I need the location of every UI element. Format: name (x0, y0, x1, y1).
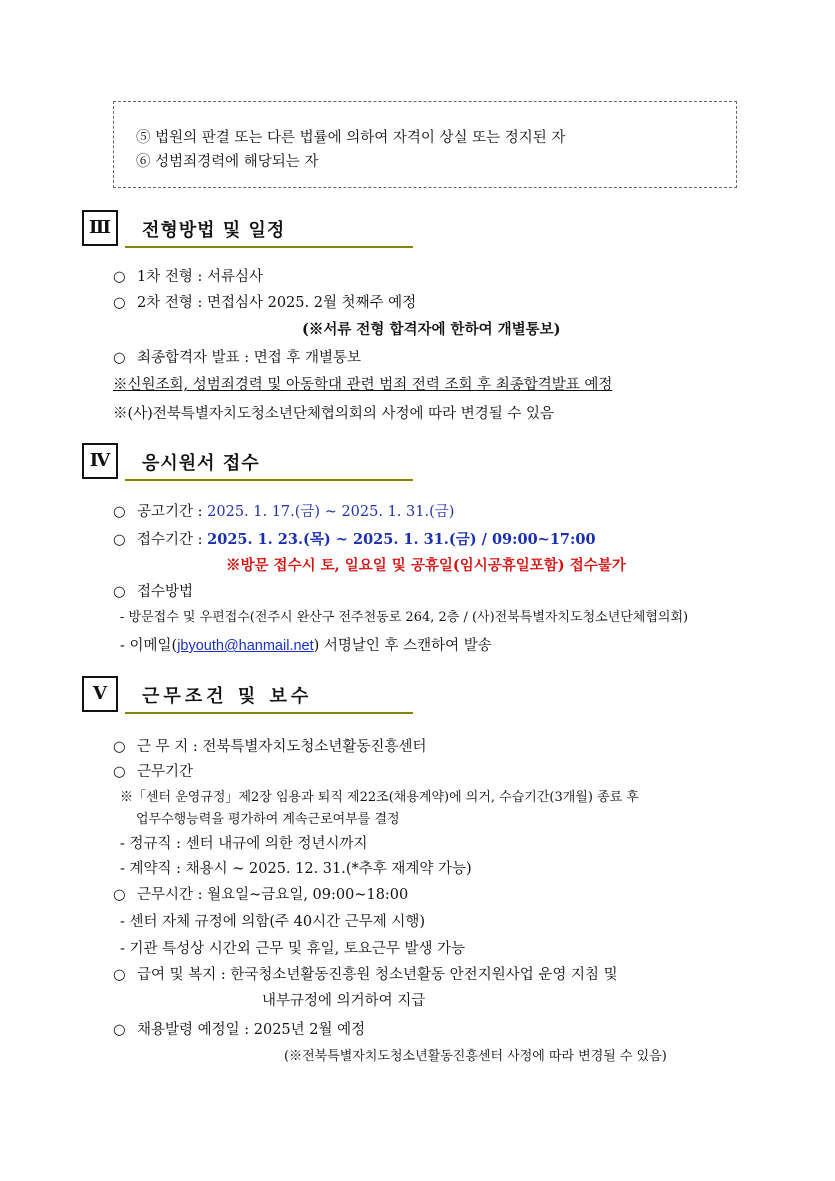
section-5-underline (125, 712, 413, 714)
email-link[interactable]: jbyouth@hanmail.net (177, 638, 314, 654)
visit-restriction-note: ※방문 접수시 토, 일요일 및 공휴일(임시공휴일포함) 접수불가 (226, 557, 626, 574)
final-announcement: ○ 최종합격자 발표 : 면접 후 개별통보 (113, 350, 362, 366)
section-4-number: Ⅳ (82, 443, 118, 479)
application-period-value: 2025. 1. 23.(목) ~ 2025. 1. 31.(금) / 09:00~17:00 (207, 531, 596, 548)
method-email: - 이메일(jbyouth@hanmail.net) 서명날인 후 스캔하여 발송 (120, 638, 492, 654)
change-notice: ※(사)전북특별자치도청소년단체협의회의 사정에 따라 변경될 수 있음 (113, 406, 555, 422)
circle-bullet-icon: ○ (113, 584, 126, 600)
section-5-number: Ⅴ (82, 676, 118, 712)
disqualification-box (113, 101, 737, 188)
overtime-note: - 기관 특성상 시간외 근무 및 휴일, 토요근무 발생 가능 (120, 941, 466, 957)
application-method: ○ 접수방법 (113, 584, 194, 600)
round-1-notice: (※서류 전형 합격자에 한하여 개별통보) (302, 321, 561, 338)
application-period: ○ 접수기간 : 2025. 1. 23.(목) ~ 2025. 1. 31.(금) / 09:00~17:00 (113, 531, 596, 548)
circle-bullet-icon: ○ (113, 887, 126, 903)
work-hours: ○ 근무시간 : 월요일~금요일, 09:00~18:00 (113, 887, 409, 903)
method-visit-mail: - 방문접수 및 우편접수(전주시 완산구 전주천동로 264, 2층 / (사)전북특별자치도청소년단체협의회) (120, 610, 689, 625)
circle-bullet-icon: ○ (113, 504, 126, 520)
circle-bullet-icon: ○ (113, 739, 126, 755)
circle-bullet-icon: ○ (113, 1022, 126, 1038)
notice-period-value: 2025. 1. 17.(금) ~ 2025. 1. 31.(금) (207, 504, 455, 520)
section-5-title: 근무조건 및 보수 (142, 686, 313, 707)
circle-bullet-icon: ○ (113, 269, 126, 285)
screening-round-1: ○ 1차 전형 : 서류심사 (113, 269, 263, 285)
salary-benefits-cont: 내부규정에 의거하여 지급 (262, 993, 426, 1009)
screening-round-2: ○ 2차 전형 : 면접심사 2025. 2월 첫째주 예정 (113, 295, 417, 311)
center-change-notice: (※전북특별자치도청소년활동진흥센터 사정에 따라 변경될 수 있음) (284, 1049, 667, 1064)
disqualification-item-5: ⑤ 법원의 판결 또는 다른 법률에 의하여 자격이 상실 또는 정지된 자 (136, 130, 566, 146)
background-check-note: ※신원조회, 성범죄경력 및 아동학대 관련 범죄 전력 조회 후 최종합격발표 예정 (113, 377, 613, 393)
circle-bullet-icon: ○ (113, 295, 126, 311)
section-3-title: 전형방법 및 일정 (142, 220, 286, 241)
work-location: ○ 근 무 지 : 전북특별자치도청소년활동진흥센터 (113, 739, 427, 755)
section-4-underline (125, 479, 413, 481)
disqualification-item-6: ⑥ 성범죄경력에 해당되는 자 (136, 154, 319, 170)
probation-note-cont: 업무수행능력을 평가하여 계속근로여부를 결정 (136, 812, 400, 827)
section-3-underline (125, 246, 413, 248)
work-hours-rule: - 센터 자체 규정에 의함(주 40시간 근무제 시행) (120, 914, 426, 930)
salary-benefits: ○ 급여 및 복지 : 한국청소년활동진흥원 청소년활동 안전지원사업 운영 지침 및 (113, 967, 618, 983)
circle-bullet-icon: ○ (113, 532, 126, 548)
section-3-number: Ⅲ (82, 210, 118, 246)
probation-note: ※「센터 운영규정」제2장 임용과 퇴직 제22조(채용계약)에 의거, 수습기간(3개월) 종료 후 (120, 790, 639, 805)
circle-bullet-icon: ○ (113, 967, 126, 983)
work-period: ○ 근무기간 (113, 764, 194, 780)
appointment-date: ○ 채용발령 예정일 : 2025년 2월 예정 (113, 1022, 366, 1038)
section-4-title: 응시원서 접수 (142, 453, 260, 474)
permanent-position: - 정규직 : 센터 내규에 의한 정년시까지 (120, 836, 368, 852)
circle-bullet-icon: ○ (113, 350, 126, 366)
contract-position: - 계약직 : 채용시 ~ 2025. 12. 31.(*추후 재계약 가능) (120, 861, 472, 877)
notice-period: ○ 공고기간 : 2025. 1. 17.(금) ~ 2025. 1. 31.(금) (113, 504, 455, 520)
circle-bullet-icon: ○ (113, 764, 126, 780)
